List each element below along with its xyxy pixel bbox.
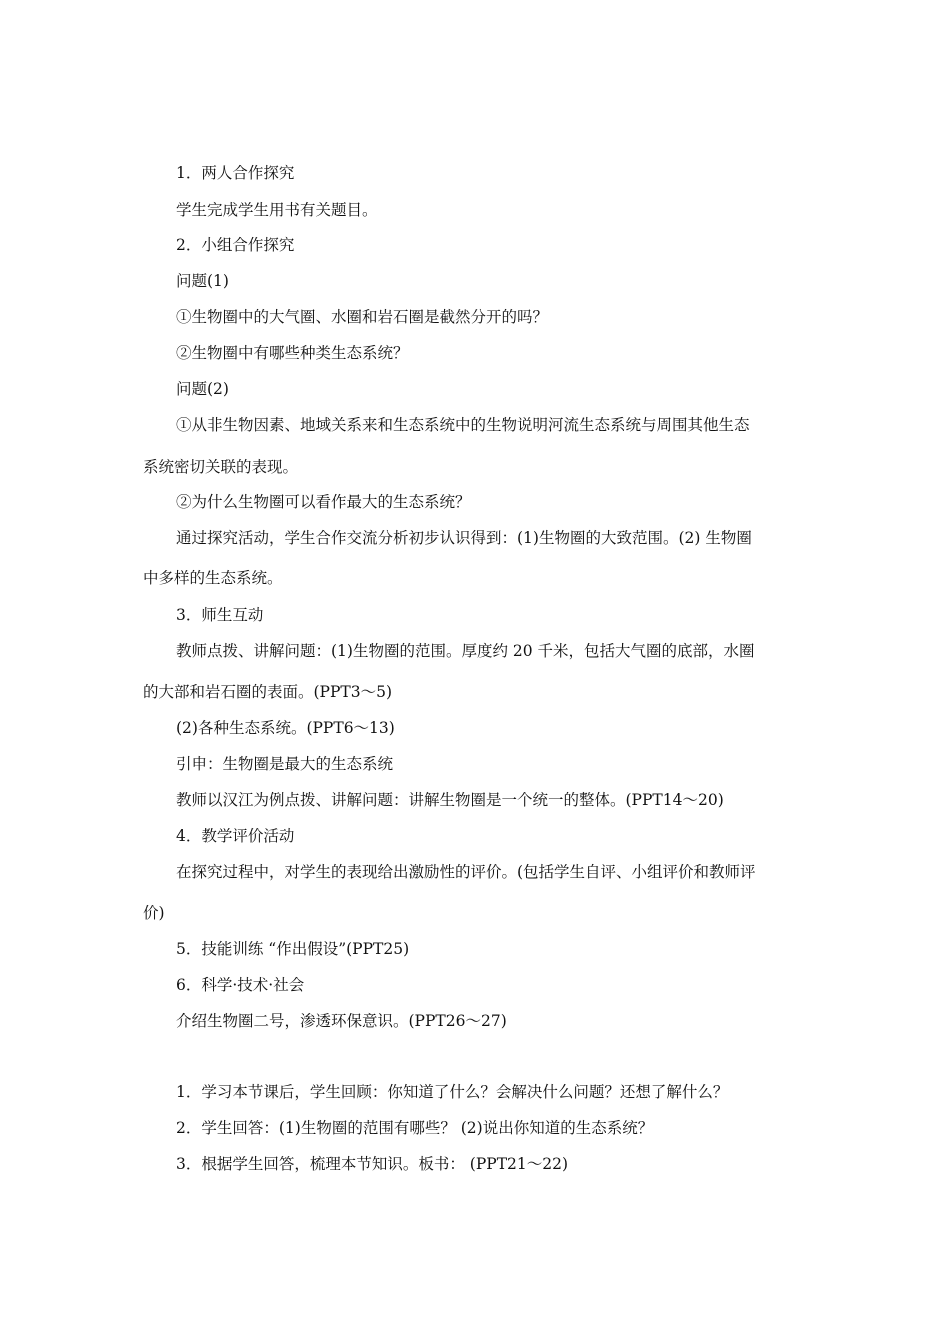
section-heading: 1．两人合作探究 bbox=[176, 164, 295, 182]
paragraph-line: 介绍生物圈二号，渗透环保意识。(PPT26～27) bbox=[176, 1012, 507, 1030]
summary-item: 1．学习本节课后，学生回顾：你知道了什么？会解决什么问题？还想了解什么？ bbox=[176, 1083, 729, 1101]
paragraph-continuation: 价) bbox=[143, 904, 165, 922]
paragraph-line: 教师点拨、讲解问题：(1)生物圈的范围。厚度约 20 千米，包括大气圈的底部，水圈 bbox=[176, 642, 755, 660]
section-heading: 5．技能训练 “作出假设”(PPT25) bbox=[176, 940, 410, 958]
question-item: ②生物圈中有哪些种类生态系统？ bbox=[176, 344, 409, 362]
section-heading: 3．师生互动 bbox=[176, 606, 264, 624]
paragraph-line: 通过探究活动，学生合作交流分析初步认识得到：(1)生物圈的大致范围。(2) 生物圈 bbox=[176, 529, 752, 547]
question-item: ①从非生物因素、地域关系来和生态系统中的生物说明河流生态系统与周围其他生态 bbox=[176, 416, 750, 434]
question-label: 问题(1) bbox=[176, 272, 229, 290]
question-label: 问题(2) bbox=[176, 380, 229, 398]
paragraph-continuation: 系统密切关联的表现。 bbox=[143, 458, 299, 476]
section-heading: 4．教学评价活动 bbox=[176, 827, 295, 845]
paragraph-line: 学生完成学生用书有关题目。 bbox=[176, 201, 378, 219]
question-item: ①生物圈中的大气圈、水圈和岩石圈是截然分开的吗？ bbox=[176, 308, 549, 326]
paragraph-line: (2)各种生态系统。(PPT6～13) bbox=[176, 719, 395, 737]
section-heading: 6．科学·技术·社会 bbox=[176, 976, 305, 994]
section-heading: 2．小组合作探究 bbox=[176, 236, 295, 254]
paragraph-continuation: 中多样的生态系统。 bbox=[143, 569, 283, 587]
question-item: ②为什么生物圈可以看作最大的生态系统？ bbox=[176, 493, 471, 511]
paragraph-line: 教师以汉江为例点拨、讲解问题：讲解生物圈是一个统一的整体。(PPT14～20) bbox=[176, 791, 724, 809]
paragraph-continuation: 的大部和岩石圈的表面。(PPT3～5) bbox=[143, 683, 393, 701]
summary-item: 2．学生回答：(1)生物圈的范围有哪些？ (2)说出你知道的生态系统？ bbox=[176, 1119, 654, 1137]
paragraph-line: 在探究过程中，对学生的表现给出激励性的评价。(包括学生自评、小组评价和教师评 bbox=[176, 863, 756, 881]
paragraph-line: 引申：生物圈是最大的生态系统 bbox=[176, 755, 394, 773]
summary-item: 3．根据学生回答，梳理本节知识。板书： (PPT21～22) bbox=[176, 1155, 569, 1173]
